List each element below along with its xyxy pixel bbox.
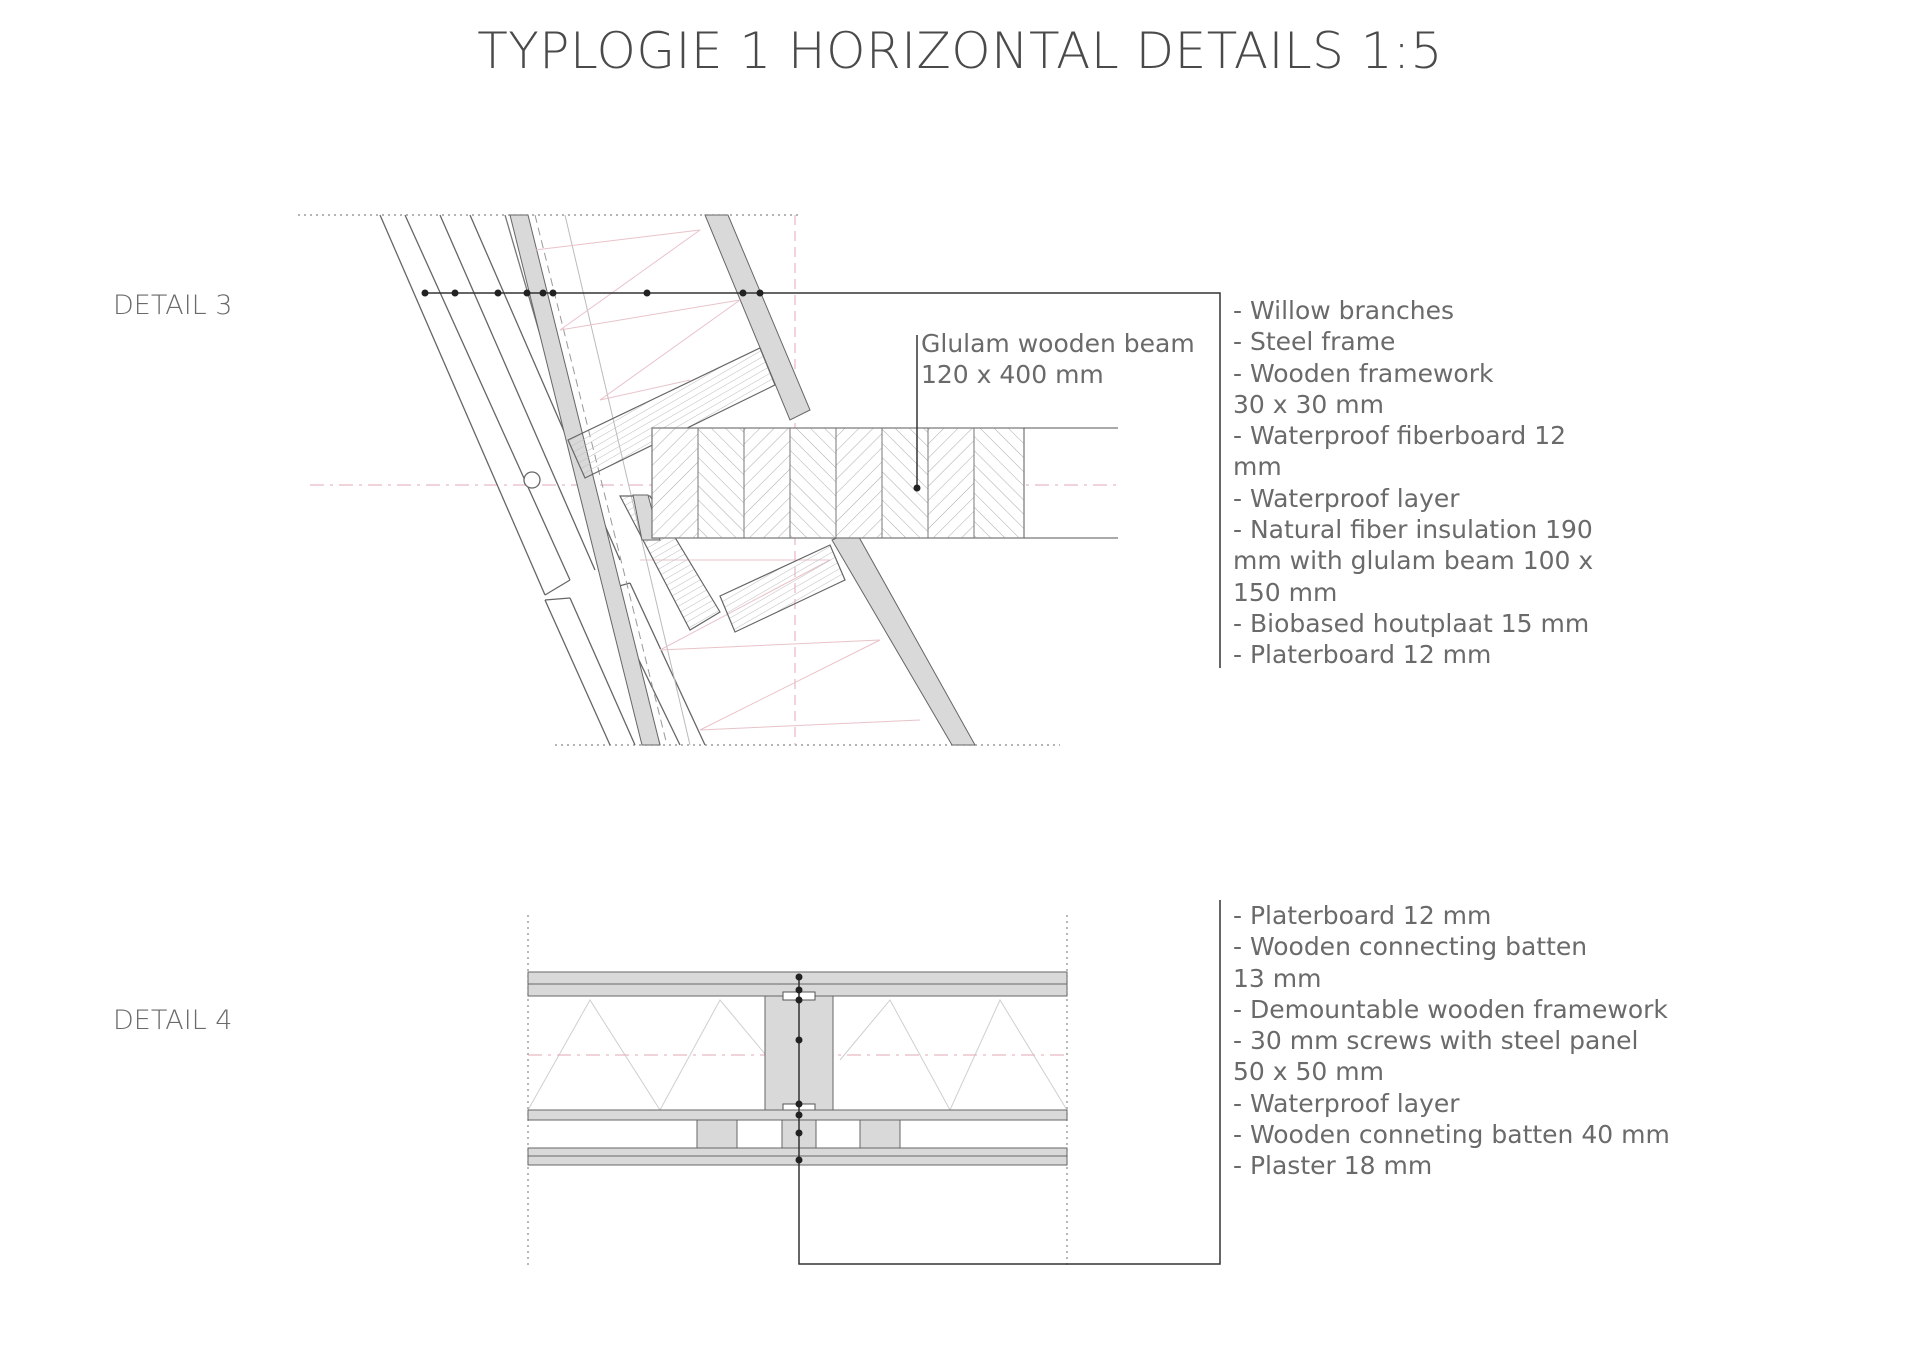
layer-item: - Platerboard 12 mm — [1233, 640, 1492, 670]
layer-item: 50 x 50 mm — [1233, 1057, 1384, 1087]
layer-item: - Steel frame — [1233, 327, 1396, 357]
detail-4-label: DETAIL 4 — [113, 1005, 233, 1036]
glulam-beam — [652, 428, 1118, 538]
glulam-beam-label-line-2: 120 x 400 mm — [921, 360, 1104, 389]
layer-item: - Demountable wooden framework — [1233, 994, 1668, 1024]
layer-item: - Natural fiber insulation 190 — [1233, 515, 1593, 545]
glulam-beam-label-line-1: Glulam wooden beam — [921, 329, 1195, 358]
platerboard-lower — [832, 530, 975, 745]
connecting-batten-left — [697, 1120, 737, 1148]
steel-frame-tube — [524, 472, 540, 488]
lower-stud — [720, 545, 845, 632]
layer-item: mm — [1233, 452, 1282, 482]
layer-item: - Waterproof fiberboard 12 — [1233, 421, 1567, 451]
layer-item: 30 x 30 mm — [1233, 389, 1384, 419]
layer-item: - Wooden conneting batten 40 mm — [1233, 1120, 1670, 1150]
layer-item: - Willow branches — [1233, 296, 1454, 325]
detail-3-drawing — [298, 215, 1220, 745]
layer-item: mm with glulam beam 100 x — [1233, 546, 1594, 576]
layer-item: 13 mm — [1233, 963, 1322, 993]
detail-3-label: DETAIL 3 — [113, 290, 233, 321]
layer-item: - Waterproof layer — [1233, 483, 1460, 513]
beam-leader-dot — [914, 485, 921, 492]
plaster-layer-1 — [528, 1148, 1067, 1156]
layer-item: - Biobased houtplaat 15 mm — [1233, 608, 1590, 638]
detail-4-leader — [796, 900, 1221, 1264]
detail-4-drawing — [528, 900, 1220, 1265]
connecting-batten-right — [860, 1120, 900, 1148]
layer-item: - Plaster 18 mm — [1233, 1151, 1433, 1181]
layer-item: - Wooden connecting batten — [1233, 932, 1588, 962]
page-title: TYPLOGIE 1 HORIZONTAL DETAILS 1:5 — [477, 22, 1443, 80]
layer-item: - Wooden framework — [1233, 358, 1494, 388]
layer-item: - 30 mm screws with steel panel — [1233, 1026, 1639, 1056]
layer-item: - Waterproof layer — [1233, 1088, 1460, 1118]
layer-item: - Platerboard 12 mm — [1233, 901, 1492, 930]
layer-item: 150 mm — [1233, 577, 1338, 607]
